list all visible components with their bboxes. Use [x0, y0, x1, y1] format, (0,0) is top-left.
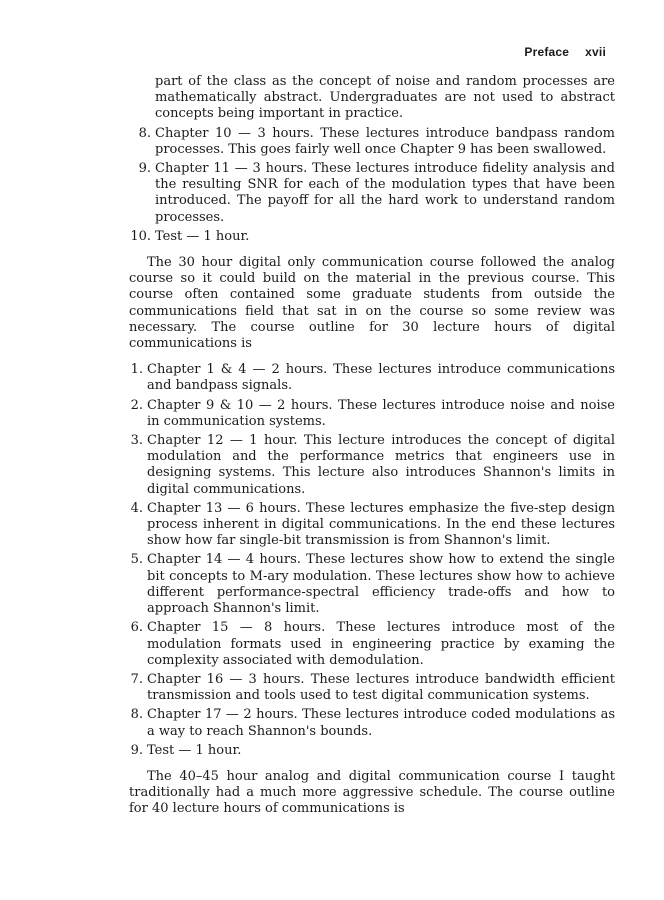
list-text: Chapter 12 — 1 hour. This lecture introduces the concept of digital modulation and the performance metrics that engineers use in designing systems. This lecture also introduces Shannon's limits in digital communications. — [147, 433, 615, 497]
list-item — [129, 398, 615, 430]
section-title: Preface — [524, 45, 570, 59]
list-text: Chapter 11 — 3 hours. These lectures introduce fidelity analysis and the resulting SNR for each of the modulation types that have been introduced. The payoff for all the hard work to understand random processes. — [155, 161, 615, 225]
list-number: 5. — [130, 552, 143, 568]
list-number: 2. — [130, 397, 143, 413]
list-text: Chapter 10 — 3 hours. These lectures introduce bandpass random processes. This goes fairly well once Chapter 9 has been swallowed. — [155, 125, 615, 157]
list-text: Chapter 13 — 6 hours. These lectures emphasize the five-step design process inherent in digital communications. In the end these lectures show how far single-bit transmission is from Shannon's limit. — [147, 500, 615, 549]
list-text: Test — 1 hour. — [147, 742, 242, 758]
course-outline-analog-continued — [129, 126, 615, 245]
list-item — [129, 433, 615, 498]
list-text: Chapter 17 — 2 hours. These lectures introduce coded modulations as a way to reach Shannon's bounds. — [147, 707, 615, 739]
body-text — [129, 74, 615, 828]
list-text: Chapter 1 & 4 — 2 hours. These lectures introduce communications and bandpass signals. — [147, 362, 615, 394]
list-number: 9. — [130, 742, 143, 758]
list-number: 8. — [138, 125, 151, 141]
list-number: 9. — [138, 161, 151, 177]
paragraph-digital-course: The 30 hour digital only communication course followed the analog course so it could build on the material in the previous course. This course often contained some graduate students from outside the communications field that sat in on the course so some review was necessary. The course outline for 30 lecture hours of digital communications is — [129, 255, 615, 352]
list-number: 3. — [130, 433, 143, 449]
list-item — [129, 362, 615, 394]
list-number: 8. — [130, 707, 143, 723]
list-text: Chapter 14 — 4 hours. These lectures show how to extend the single bit concepts to M-ary modulation. These lectures show how to achieve different performance-spectral efficiency trade-offs and how to approach Shannon's limit. — [147, 552, 615, 617]
list-item — [129, 707, 615, 739]
list-text: Test — 1 hour. — [155, 228, 250, 244]
list-text: Chapter 9 & 10 — 2 hours. These lectures introduce noise and noise in communication systems. — [147, 397, 615, 429]
course-outline-digital — [129, 362, 615, 759]
list-number: 4. — [130, 500, 143, 516]
list-item — [129, 161, 615, 226]
list-item — [129, 620, 615, 669]
running-header — [524, 45, 606, 59]
list-number: 10. — [130, 228, 151, 244]
list-item — [129, 126, 615, 158]
paragraph-combined-course: The 40–45 hour analog and digital communication course I taught traditionally had a much more aggressive schedule. The course outline for 40 lecture hours of communications is — [129, 768, 615, 817]
page-number: xvii — [585, 45, 606, 59]
list-text: Chapter 16 — 3 hours. These lectures introduce bandwidth efficient transmission and tools used to test digital communication systems. — [147, 671, 615, 704]
list-item — [129, 672, 615, 704]
continued-list-text: part of the class as the concept of noise and random processes are mathematically abstract. Undergraduates are not used to abstract concepts being important in practice. — [155, 74, 615, 122]
list-item — [129, 552, 615, 617]
list-number: 1. — [130, 362, 143, 378]
list-item — [129, 229, 615, 245]
list-item — [129, 501, 615, 550]
list-number: 6. — [130, 620, 143, 636]
list-number: 7. — [130, 671, 143, 687]
list-item — [129, 743, 615, 759]
list-text: Chapter 15 — 8 hours. These lectures introduce most of the modulation formats used in engineering practice by examing the complexity associated with demodulation. — [147, 620, 615, 668]
